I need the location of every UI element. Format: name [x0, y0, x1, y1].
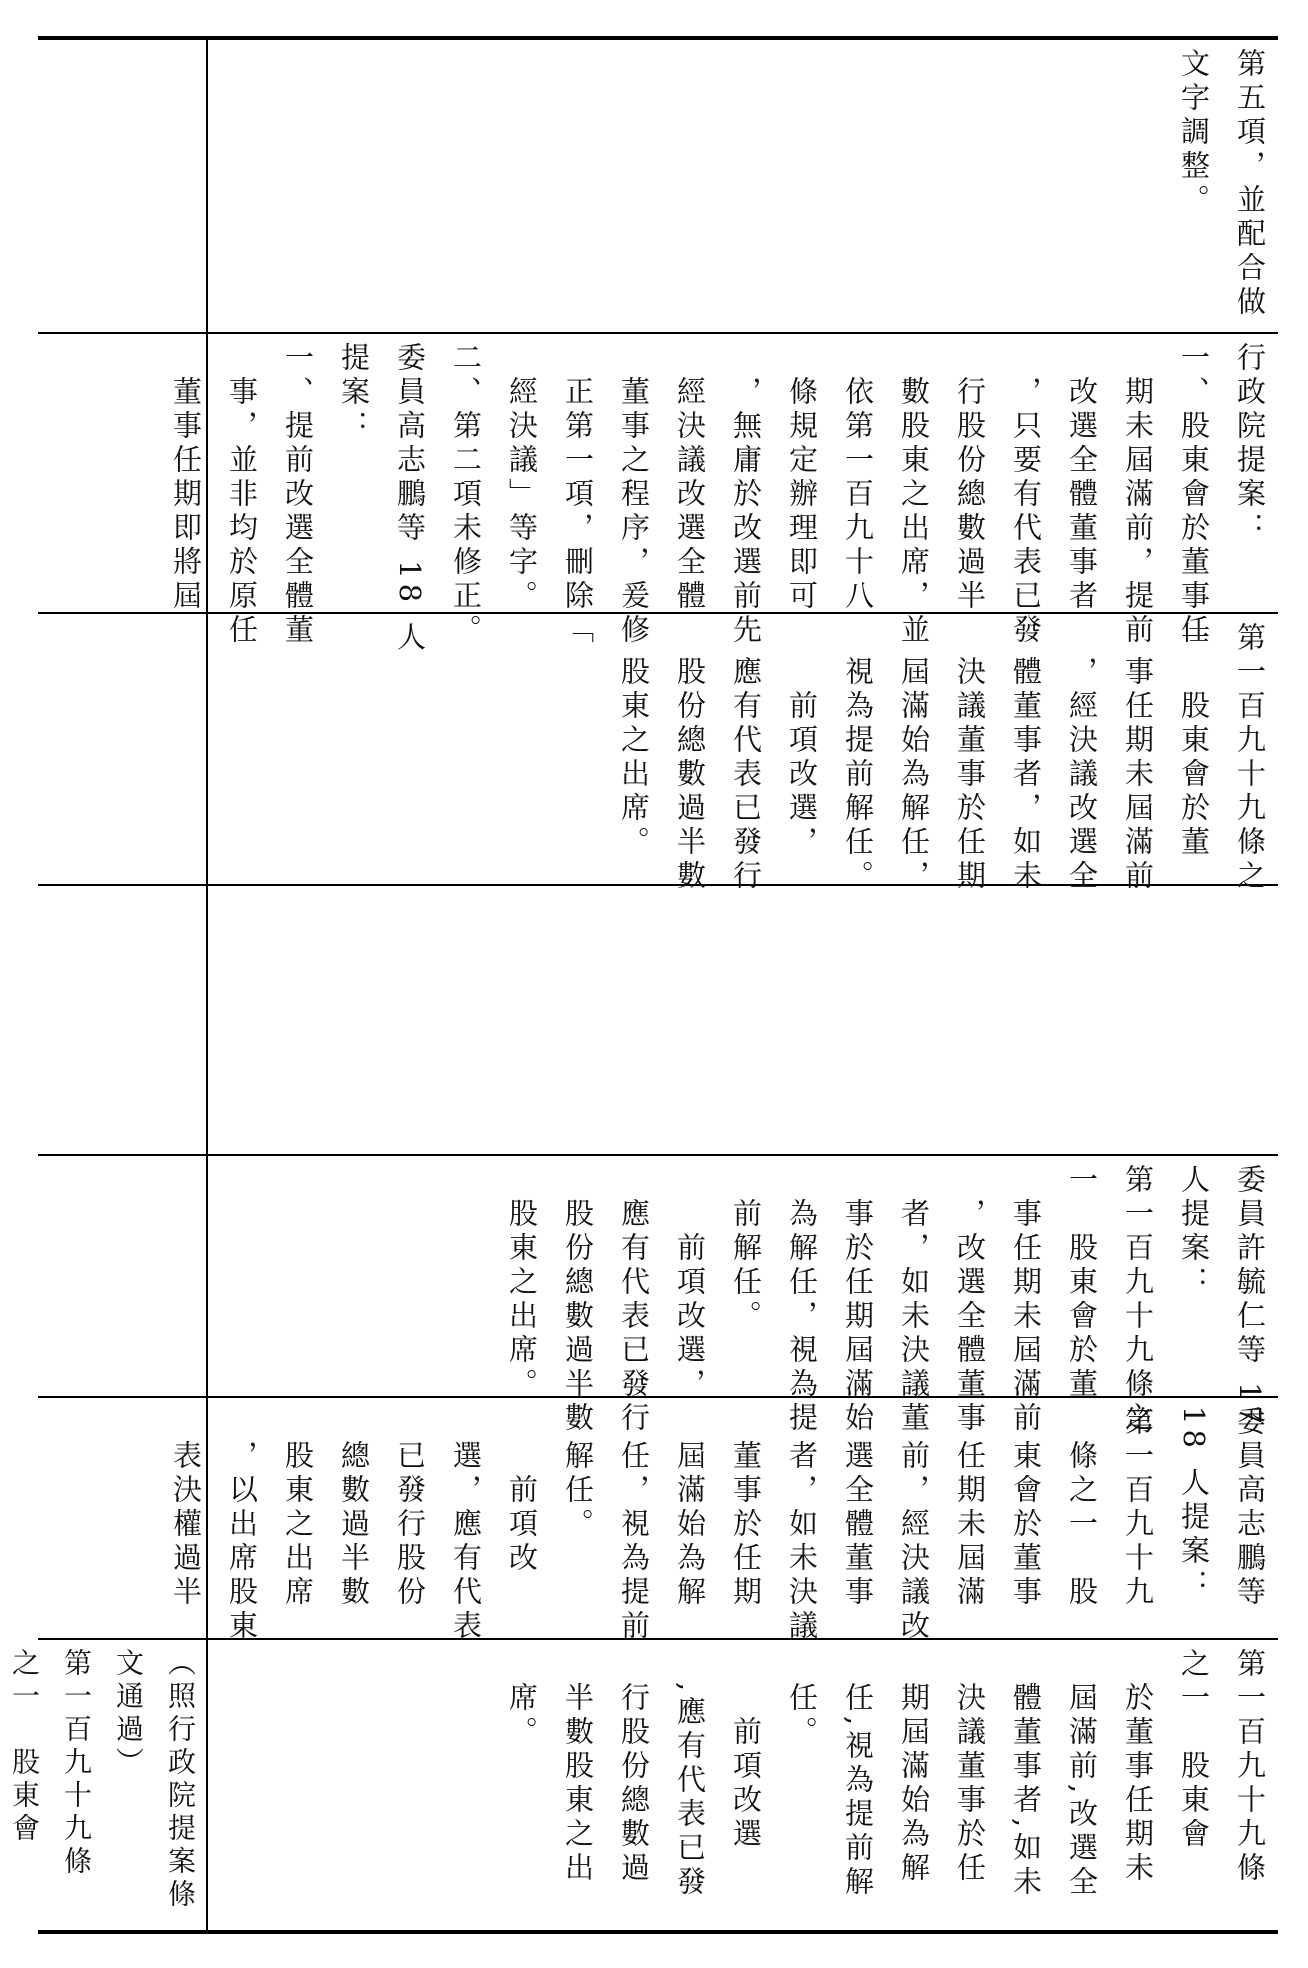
row-text: 行政院提案： 一、股東會於董事任 期未屆滿前，提前 改選全體董事者 ，只要有代表已發 行股份總數過半 數股東之出席，並 依第一百九十八 條規定辦理即可 ，無庸於改選前先 經決議改選全體 董事之程序，爰修 正第一項，刪除「 經決議」等字。 二、第二項未修正。 委員高志鵬等 18 人 提案： 一、提前改選全體董 事，並非均於原任 董事任期即將屆 [169, 342, 1267, 656]
row-text: 第一百九十九條 之一 股東會 於董事任期未 屆滿前,改選全 體董事者,如未 決議董事於任 期屆滿始為解 任,視為提前解 任。 前項改選 ,應有代表已發 行股份總數過 半數股東之出 席。 [505, 1648, 1267, 1901]
bottom-border [38, 1930, 1278, 1934]
row-hsu-proposal [206, 1156, 1278, 1436]
row-text: 委員許毓仁等 17 人提案： 第一百九十九條之 一 股東會於董 事任期未屆滿前 ，改選全體董事 者，如未決議董 事於任期屆滿始 為解任，視為提 前解任。 前項改選， 應有代表已發行 股份總數過半數 股東之出席。 [505, 1164, 1267, 1436]
row-executive-proposal [206, 614, 1278, 894]
row-kao-proposal [169, 1398, 1278, 1644]
row-empty [206, 886, 1278, 1154]
row-text: （照行政院提案條 文通過） 第一百九十九條 之一 股東會 [8, 1648, 197, 1912]
row-text: 委員高志鵬等 18 人提案： 第一百九十九 條之一 股 東會於董事 任期未屆滿 前，經決議改 選全體董事 者，如未決議 董事於任期 屆滿始為解 任，視為提前 解任。 前項改 選，應有代表 已發行股份 總數過半數 股東之出席 ，以出席股東 表決權過半 [169, 1406, 1267, 1644]
row-text: 第一百九十九條之 一 股東會於董 事任期未屆滿前 ，經決議改選全 體董事者，如未 決議董事於任期 屆滿始為解任， 視為提前解任。 前項改選， 應有代表已發行 股份總數過半數 股東之出席。 [617, 622, 1267, 894]
row-text: 第五項，並配合做 文字調整。 [1177, 48, 1267, 320]
row-passed-text [8, 1640, 206, 1930]
row-reasons [169, 334, 1278, 656]
row-description-continued [206, 40, 1278, 332]
row-current-law [206, 1640, 1278, 1930]
